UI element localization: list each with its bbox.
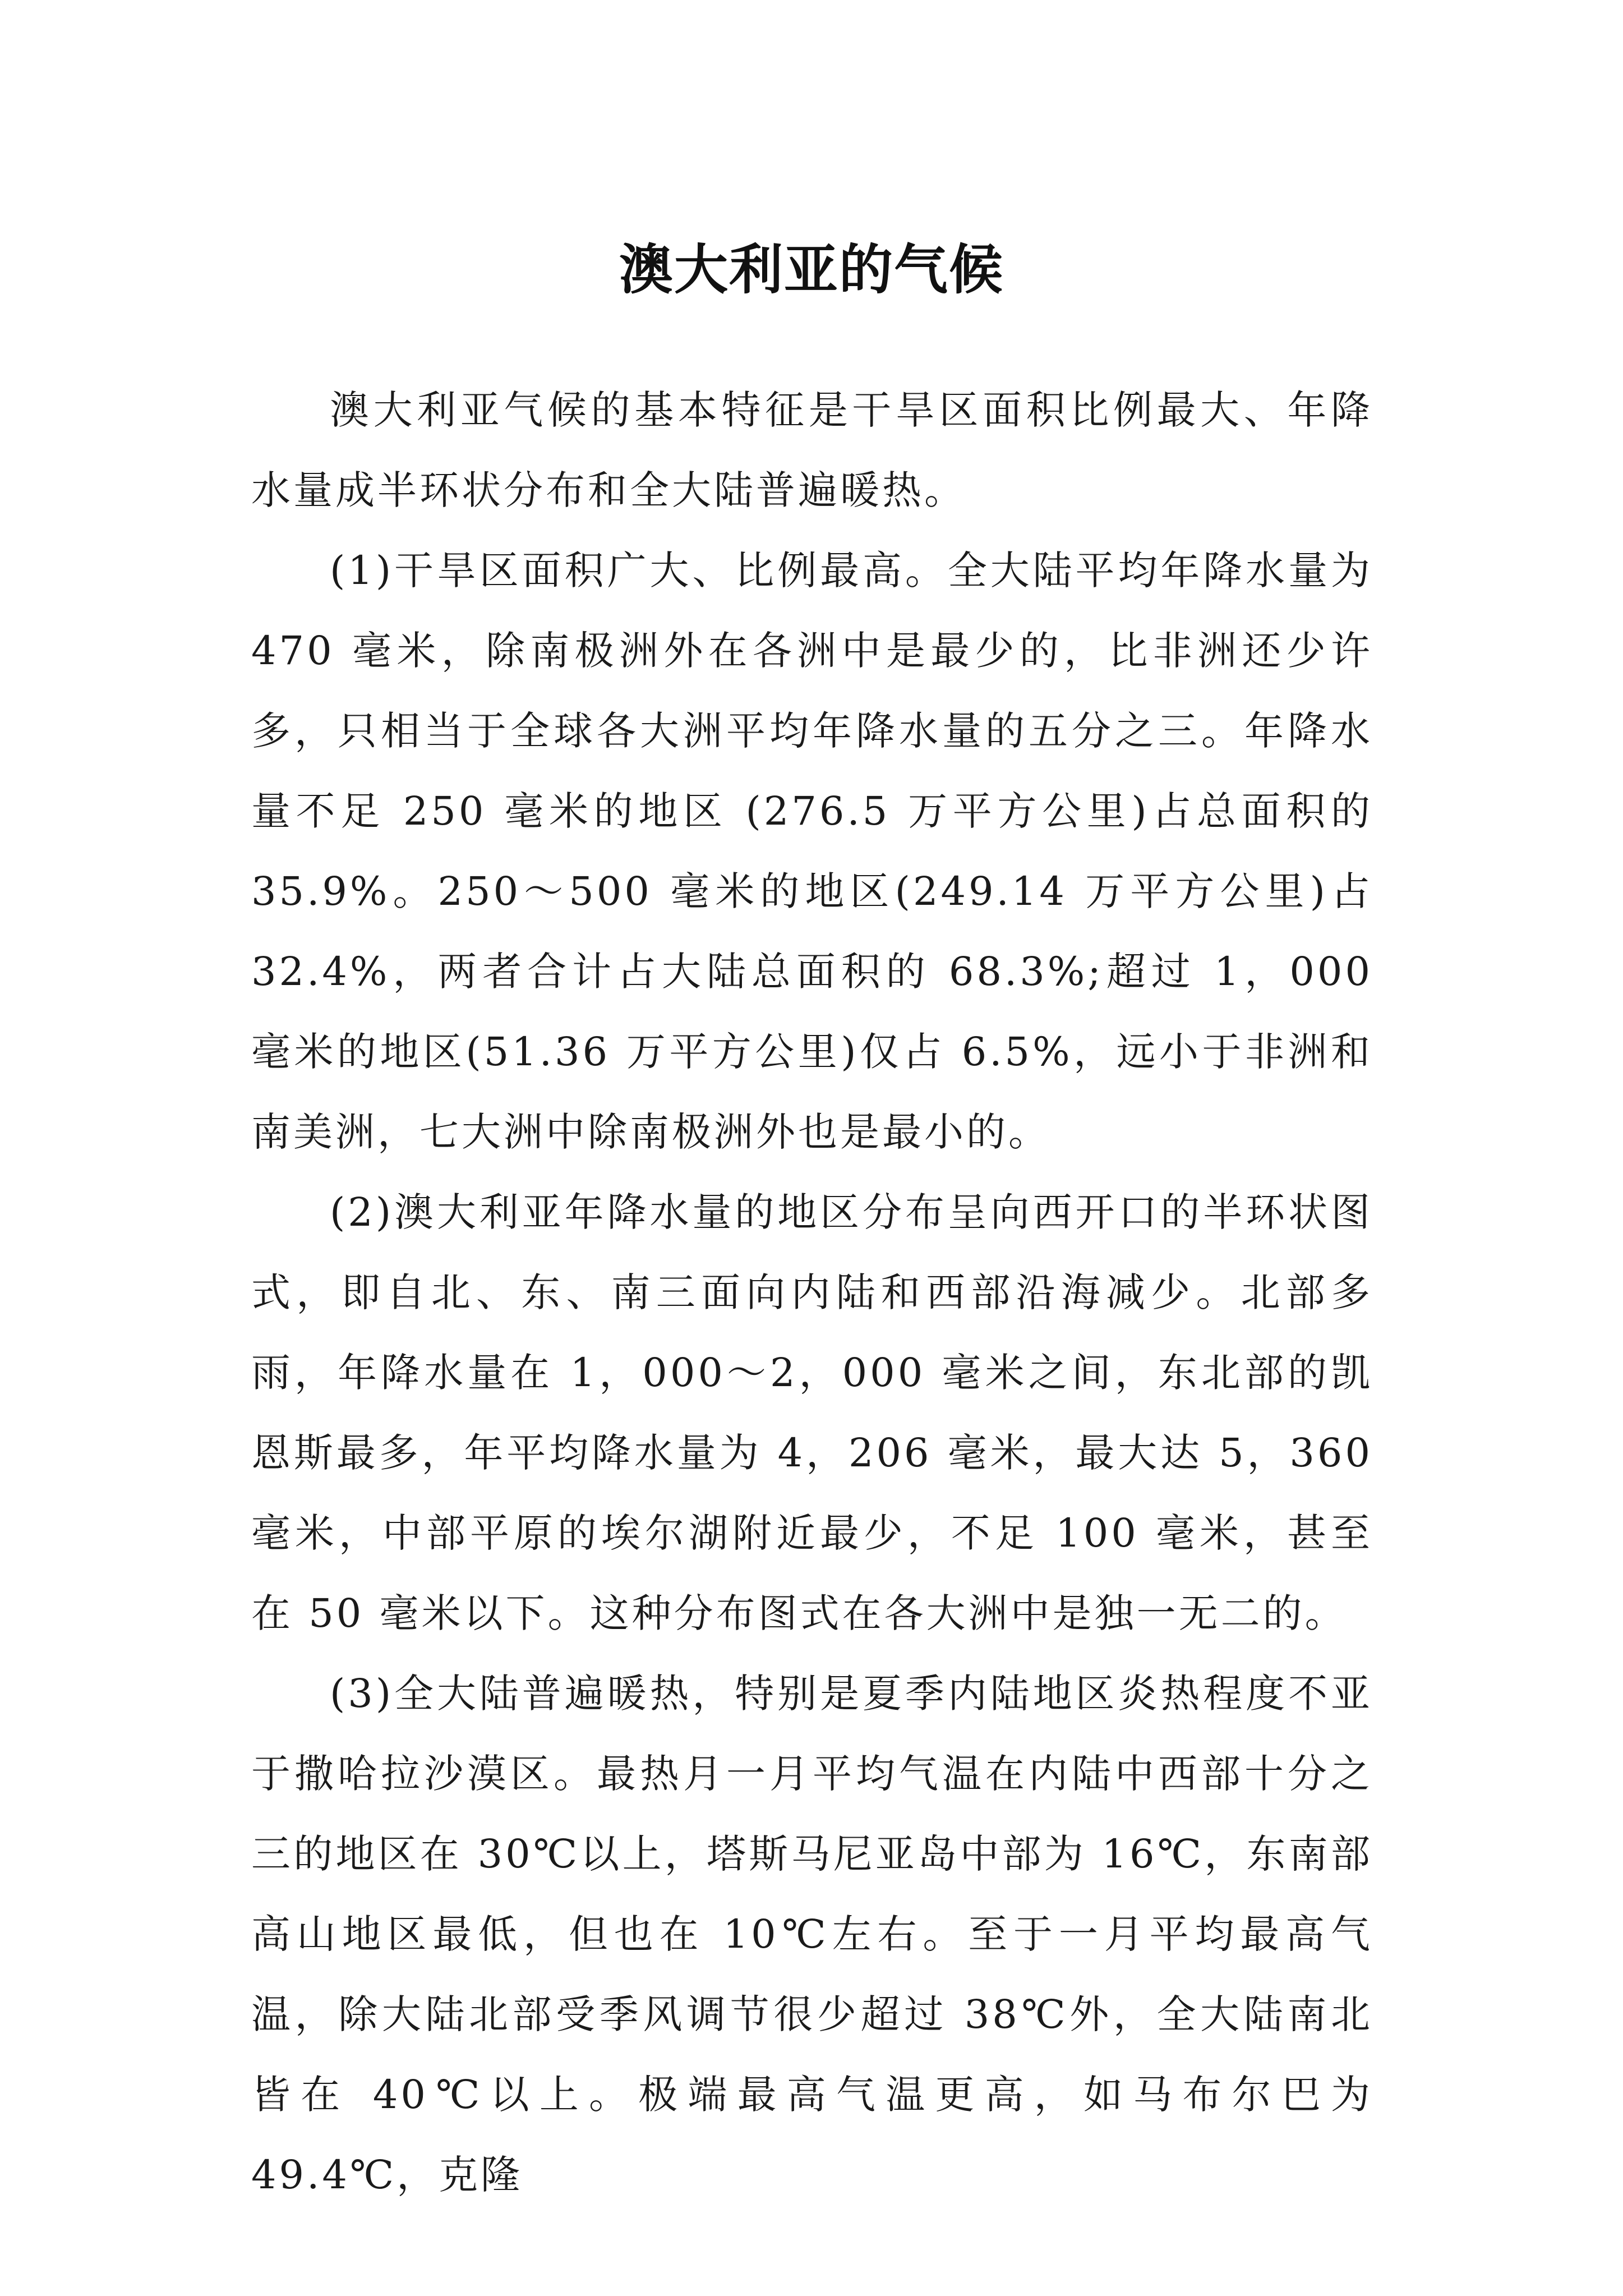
document-body <box>251 370 1373 2215</box>
paragraph-temperature: (3)全大陆普遍暖热，特别是夏季内陆地区炎热程度不亚于撒哈拉沙漠区。最热月一月平均气温在内陆中西部十分之三的地区在 30℃以上，塔斯马尼亚岛中部为 16℃，东南部高山地区最低，但也在 10℃左右。至于一月平均最高气温，除大陆北部受季风调节很少超过 38℃外，全大陆南北皆在 40℃以上。极端最高气温更高，如马布尔巴为 49.4℃，克隆 <box>251 1671 1373 2198</box>
paragraph-intro: 澳大利亚气候的基本特征是干旱区面积比例最大、年降水量成半环状分布和全大陆普遍暖热。 <box>251 387 1373 513</box>
page-title: 澳大利亚的气候 <box>619 238 1004 302</box>
paragraph-rainfall-distribution: (2)澳大利亚年降水量的地区分布呈向西开口的半环状图式，即自北、东、南三面向内陆和西部沿海减少。北部多雨，年降水量在 1，000～2，000 毫米之间，东北部的凯恩斯最多，年平均降水量为 4，206 毫米，最大达 5，360 毫米，中部平原的埃尔湖附近最少，不足 100 毫米，甚至在 50 毫米以下。这种分布图式在各大洲中是独一无二的。 <box>251 1189 1373 1636</box>
paragraph-arid-area: (1)干旱区面积广大、比例最高。全大陆平均年降水量为 470 毫米，除南极洲外在各洲中是最少的，比非洲还少许多，只相当于全球各大洲平均年降水量的五分之三。年降水量不足 250 毫米的地区 (276.5 万平方公里)占总面积的 35.9%。250～500 毫米的地区(249.14 万平方公里)占 32.4%，两者合计占大陆总面积的 68.3%;超过 1，000 毫米的地区(51.36 万平方公里)仅占 6.5%，远小于非洲和南美洲，七大洲中除南极洲外也是最小的。 <box>251 547 1373 1155</box>
